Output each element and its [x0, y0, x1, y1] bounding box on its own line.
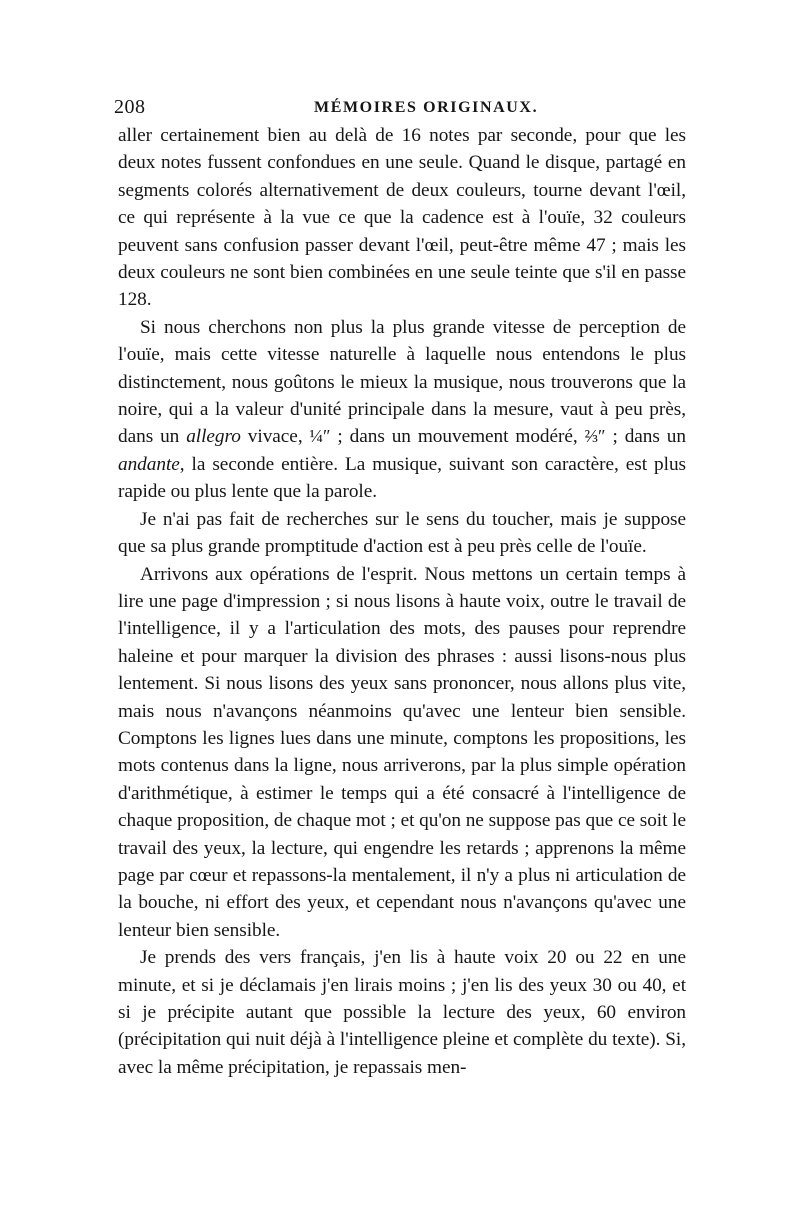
- music-text-part-5: , la seconde entière. La musique, suivant son caractère, est plus rapide ou plus lente que la parole.: [118, 453, 686, 503]
- music-text-part-3: ; dans un mouvement modéré,: [330, 426, 585, 448]
- fraction-quarter-second: ¼″: [309, 426, 331, 447]
- book-page: [114, 96, 686, 1081]
- paragraph-music-tempo: [118, 314, 686, 506]
- fraction-two-thirds-second: ⅔″: [584, 426, 606, 447]
- music-text-part-2: vivace,: [240, 426, 310, 448]
- term-andante: andante: [118, 453, 180, 475]
- term-allegro: allegro: [186, 426, 241, 448]
- running-head: [114, 96, 686, 122]
- body-text: [118, 122, 686, 1081]
- page-number: 208: [114, 96, 146, 118]
- paragraph-mind-operations: Arrivons aux opérations de l'esprit. Nous mettons un certain temps à lire une page d'impression ; si nous lisons à haute voix, outre le travail de l'intelligence, il y a l'articulation des mots, des pauses pour reprendre haleine et pour marquer la division des phrases : aussi lisons-nous plus lentement. Si nous lisons des yeux sans prononcer, nous allons plus vite, mais nous n'avançons néanmoins qu'avec une lenteur bien sensible. Comptons les lignes lues dans une minute, comptons les propositions, les mots contenus dans la ligne, nous arriverons, par la plus simple opération d'arithmétique, à estimer le temps qui a été consacré à l'intelligence de chaque proposition, de chaque mot ; et qu'on ne suppose pas que ce soit le travail des yeux, la lecture, qui engendre les retards ; apprenons la même page par cœur et repassons-la mentalement, il n'y a plus ni articulation de la bouche, ni effort des yeux, et cependant nous n'avançons qu'avec une lenteur bien sensible.: [118, 563, 686, 941]
- paragraph-french-verses: Je prends des vers français, j'en lis à haute voix 20 ou 22 en une minute, et si je déclamais j'en lirais moins ; j'en lis des yeux 30 ou 40, et si je précipite autant que possible la lecture des yeux, 60 environ (précipitation qui nuit déjà à l'intelligence pleine et complète du texte). Si, avec la même précipitation, je repassais men-: [118, 947, 686, 1078]
- music-text-part-4: ; dans un: [605, 426, 686, 448]
- paragraph-touch: Je n'ai pas fait de recherches sur le sens du toucher, mais je suppose que sa plus grande promptitude d'action est à peu près celle de l'ouïe.: [118, 508, 686, 558]
- paragraph-disc-colors: aller certainement bien au delà de 16 notes par seconde, pour que les deux notes fussent confondues en une seule. Quand le disque, partagé en segments colorés alternativement de deux couleurs, tourne devant l'œil, ce qui représente à la vue ce que la cadence est à l'ouïe, 32 couleurs peuvent sans confusion passer devant l'œil, peut-être même 47 ; mais les deux couleurs ne sont bien combinées en une seule teinte que s'il en passe 128.: [118, 125, 686, 311]
- music-text-part-1: Si nous cherchons non plus la plus grande vitesse de perception de l'ouïe, mais cette vitesse naturelle à laquelle nous entendons le plus distinctement, nous goûtons le mieux la musique, nous trouverons que la noire, qui a la valeur d'unité principale dans la mesure, vaut à peu près, dans un: [118, 316, 686, 448]
- running-title: MÉMOIRES ORIGINAUX.: [314, 99, 539, 116]
